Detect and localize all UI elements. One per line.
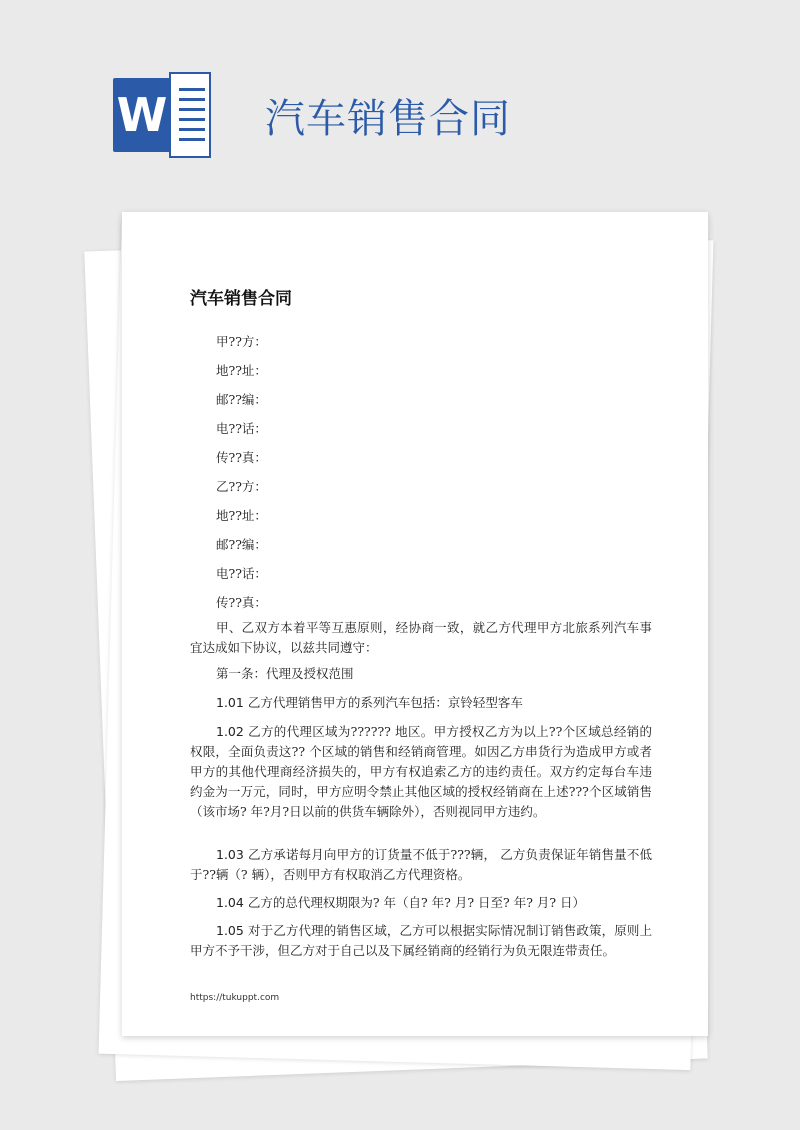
- clause-paragraph: [190, 845, 652, 885]
- party-a-postcode-field: 邮??编：: [216, 392, 267, 407]
- clause-text: 乙方承诺每月向甲方的订货量不低于???辆， 乙方负责保证年销售量不低于??辆（? 辆），否则甲方有权取消乙方代理资格。: [190, 847, 652, 882]
- logo-letter: W: [116, 88, 168, 142]
- clause-number: 1.02: [216, 724, 244, 739]
- clause-text: 乙方的代理区域为?????? 地区。甲方授权乙方为以上??个区域总经销的权限，全面负责这?? 个区域的销售和经销商管理。如因乙方串货行为造成甲方或者甲方的其他代理商经济损失的，甲方有权追索乙方的违约责任。双方约定每台车违约金为一万元，同时，甲方应明令禁止其他区域的授权经销商在上述???个区域销售（该市场? 年?月?日以前的供货车辆除外），否则视同甲方违约。: [190, 724, 652, 819]
- party-a-fax-field: 传??真：: [216, 450, 267, 465]
- footer-url[interactable]: https://tukuppt.com: [190, 993, 280, 1003]
- clause-text: 乙方代理销售甲方的系列汽车包括：京铃轻型客车: [243, 695, 523, 710]
- intro-paragraph: 甲、乙双方本着平等互惠原则，经协商一致，就乙方代理甲方北旅系列汽车事宜达成如下协议，以兹共同遵守：: [190, 620, 652, 655]
- clause-text: 对于乙方代理的销售区域，乙方可以根据实际情况制订销售政策，原则上甲方不予干涉，但乙方对于自己以及下属经销商的经销行为负无限连带责任。: [190, 923, 652, 958]
- article-heading: 第一条：代理及授权范围: [216, 666, 354, 681]
- party-b-postcode-field: 邮??编：: [216, 537, 267, 552]
- party-a-phone-field: 电??话：: [216, 421, 267, 436]
- logo-box: [113, 78, 171, 152]
- clause-number: 1.01: [216, 695, 244, 710]
- clause-paragraph: [190, 921, 652, 961]
- page-header: [0, 0, 800, 200]
- clause-number: 1.05: [216, 923, 244, 938]
- party-b-phone-field: 电??话：: [216, 566, 267, 581]
- clause-number: 1.04: [216, 895, 244, 910]
- document-page: [122, 212, 708, 1036]
- party-b-name-field: 乙??方：: [216, 479, 267, 494]
- logo-lines: [169, 72, 211, 158]
- party-a-address-field: 地??址：: [216, 363, 267, 378]
- clause-paragraph: [190, 893, 652, 913]
- clause-text: 乙方的总代理权期限为? 年（自? 年? 月? 日至? 年? 月? 日）: [243, 895, 586, 910]
- document-title: 汽车销售合同: [190, 289, 292, 309]
- word-document-icon: [113, 72, 211, 158]
- clause-number: 1.03: [216, 847, 244, 862]
- party-b-fax-field: 传??真：: [216, 595, 267, 610]
- party-a-name-field: 甲??方：: [216, 334, 267, 349]
- clause-paragraph: [190, 693, 652, 713]
- clause-paragraph: [190, 722, 652, 822]
- party-b-address-field: 地??址：: [216, 508, 267, 523]
- page-title: 汽车销售合同: [265, 96, 511, 142]
